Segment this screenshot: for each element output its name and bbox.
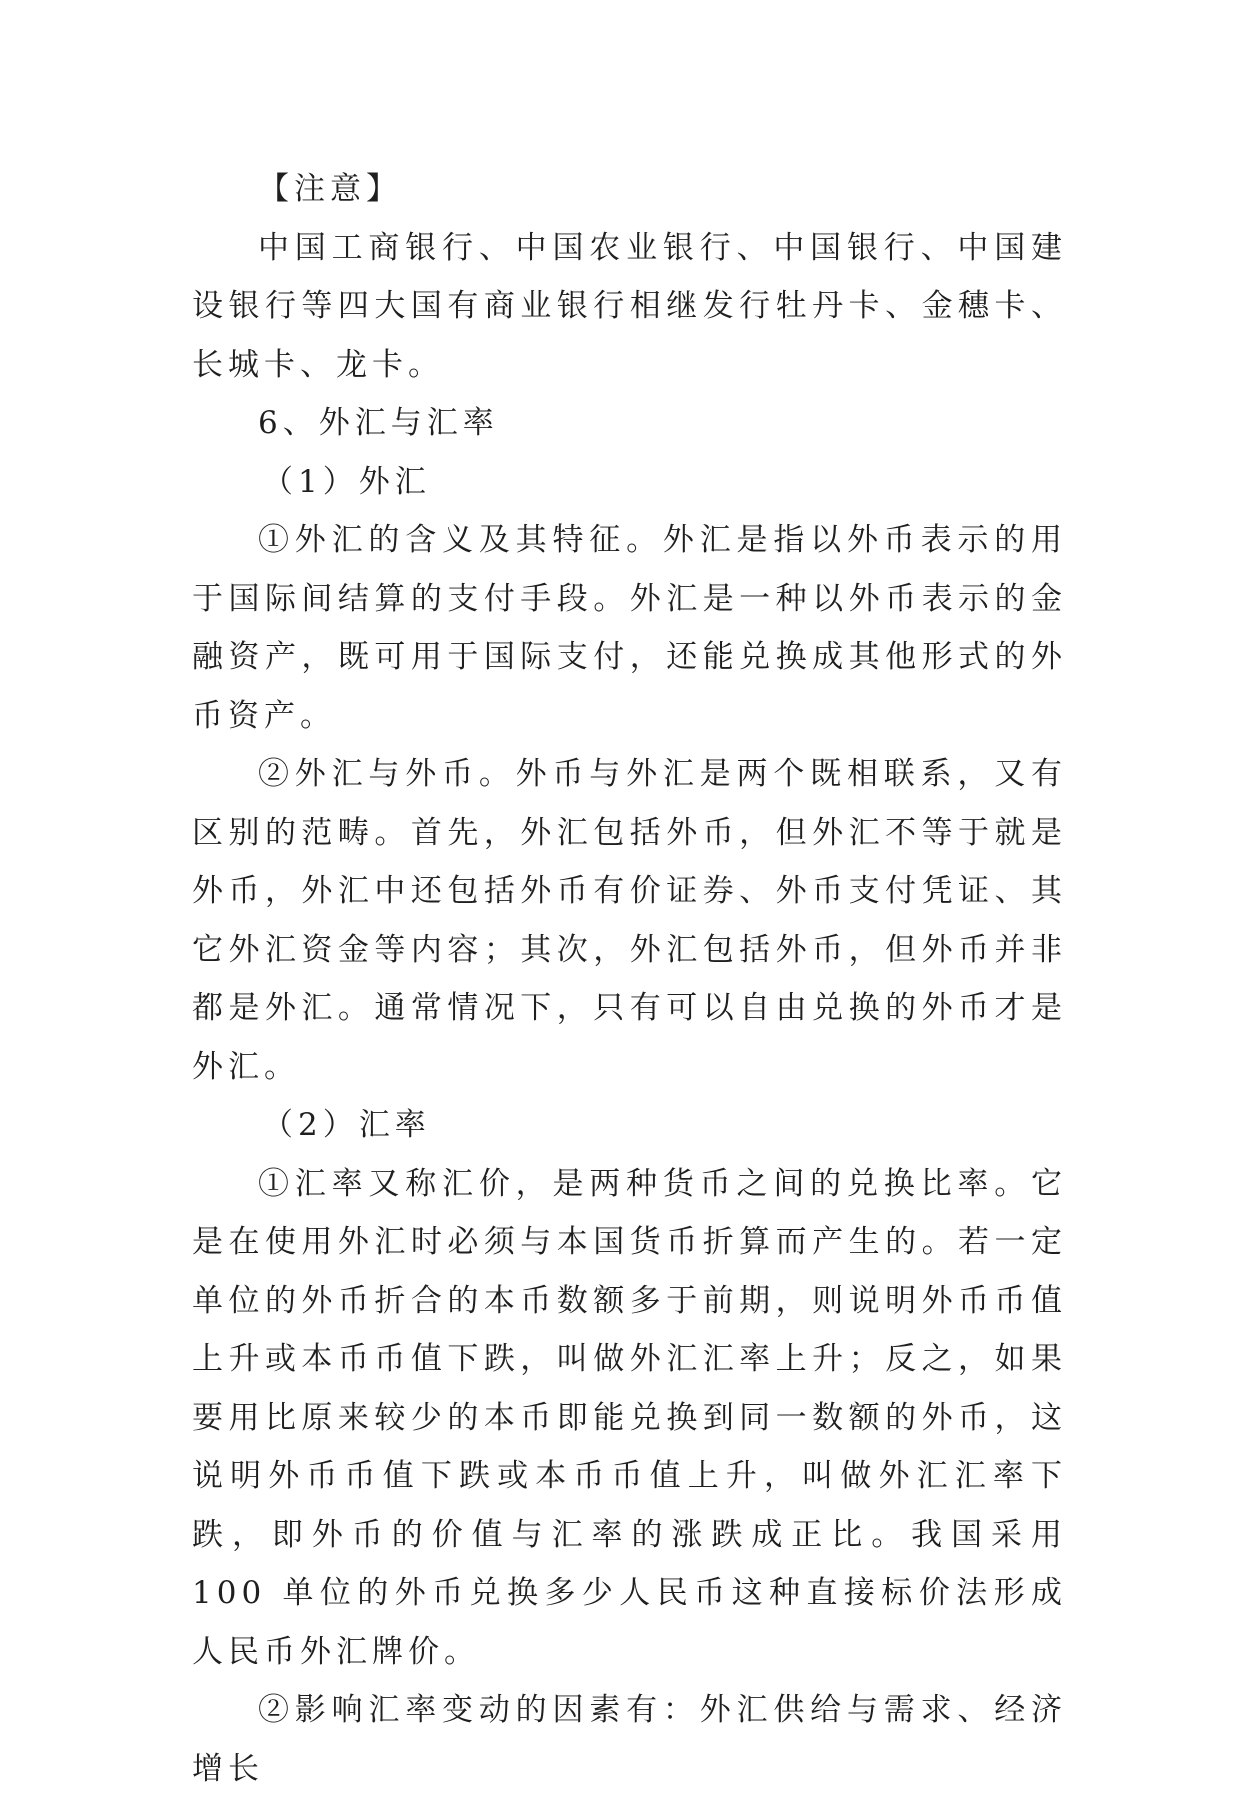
document-body	[192, 160, 1067, 1798]
note-paragraph: 中国工商银行、中国农业银行、中国银行、中国建设银行等四大国有商业银行相继发行牡丹卡、金穗卡、长城卡、龙卡。	[192, 229, 1067, 383]
note-heading: 【注意】	[258, 171, 402, 207]
section-heading: 6、外汇与汇率	[258, 405, 499, 441]
subsection-heading-foreign-exchange: （1）外汇	[262, 463, 431, 500]
paragraph-forex-definition: ①外汇的含义及其特征。外汇是指以外币表示的用于国际间结算的支付手段。外汇是一种以外币表示的金融资产，既可用于国际支付，还能兑换成其他形式的外币资产。	[192, 522, 1067, 734]
paragraph-exchange-rate-factors: ②影响汇率变动的因素有：外汇供给与需求、经济增长	[192, 1692, 1067, 1787]
paragraph-exchange-rate-definition: ①汇率又称汇价，是两种货币之间的兑换比率。它是在使用外汇时必须与本国货币折算而产生的。若一定单位的外币折合的本币数额多于前期，则说明外币币值上升或本币币值下跌，叫做外汇汇率上升；反之，如果要用比原来较少的本币即能兑换到同一数额的外币，这说明外币币值下跌或本币币值上升，叫做外汇汇率下跌，即外币的价值与汇率的涨跌成正比。我国采用 100 单位的外币兑换多少人民币这种直接标价法形成人民币外汇牌价。	[192, 1165, 1067, 1670]
paragraph-forex-vs-currency: ②外汇与外币。外币与外汇是两个既相联系，又有区别的范畴。首先，外汇包括外币，但外汇不等于就是外币，外汇中还包括外币有价证券、外币支付凭证、其它外汇资金等内容；其次，外汇包括外币，但外币并非都是外汇。通常情况下，只有可以自由兑换的外币才是外汇。	[192, 756, 1067, 1085]
subsection-heading-exchange-rate: （2）汇率	[262, 1107, 431, 1143]
